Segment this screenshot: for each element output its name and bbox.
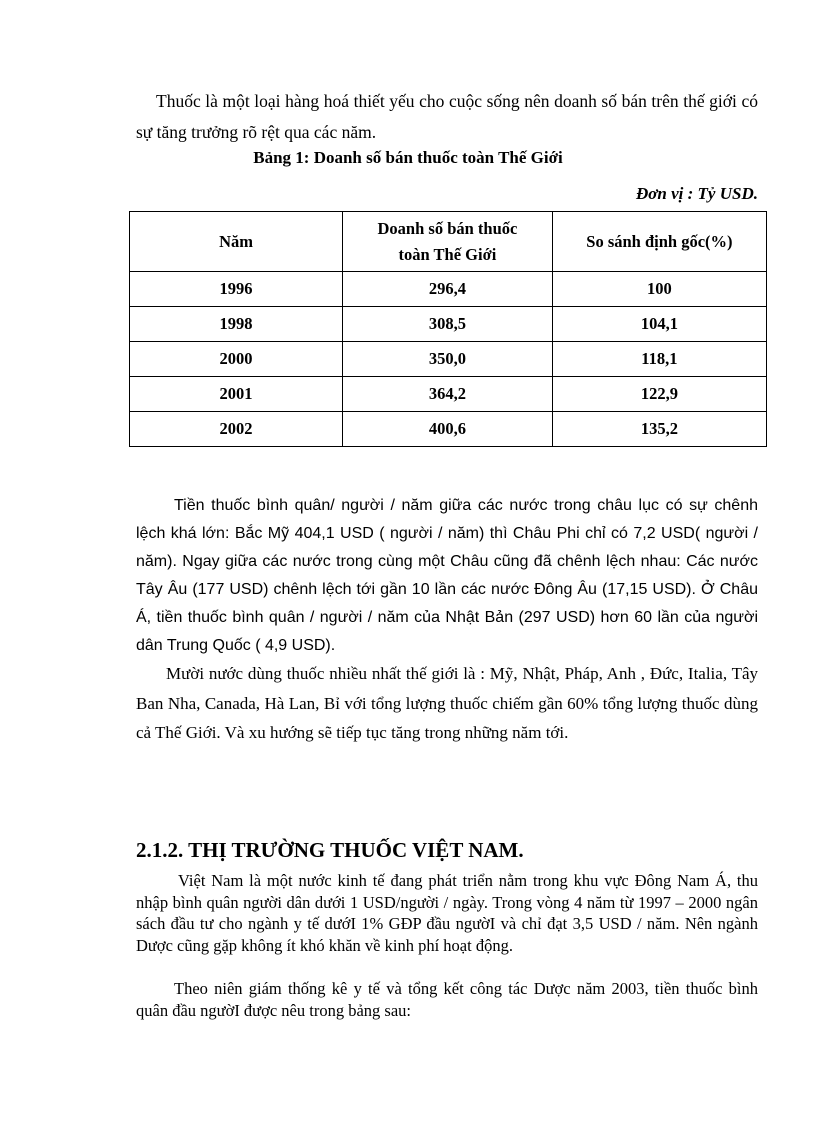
cell-index: 104,1 bbox=[552, 307, 766, 342]
header-sales bbox=[343, 212, 553, 272]
table-unit: Đơn vị : Tỷ USD. bbox=[636, 184, 758, 203]
cell-index: 135,2 bbox=[552, 412, 766, 447]
cell-sales: 296,4 bbox=[343, 272, 553, 307]
cell-year: 2001 bbox=[130, 377, 343, 412]
statistics-intro-paragraph: Theo niên giám thống kê y tế và tổng kết công tác Dược năm 2003, tiền thuốc bình quân đầu ngườI được nêu trong bảng sau: bbox=[136, 979, 758, 1020]
table-row bbox=[130, 272, 767, 307]
cell-year: 2000 bbox=[130, 342, 343, 377]
table-title: Bảng 1: Doanh số bán thuốc toàn Thế Giới bbox=[253, 148, 563, 167]
cell-index: 118,1 bbox=[552, 342, 766, 377]
cell-sales: 350,0 bbox=[343, 342, 553, 377]
cell-index: 122,9 bbox=[552, 377, 766, 412]
header-index: So sánh định gốc(%) bbox=[552, 212, 766, 272]
table-row bbox=[130, 307, 767, 342]
section-heading: 2.1.2. THỊ TRƯỜNG THUỐC VIỆT NAM. bbox=[136, 838, 524, 862]
cell-sales: 364,2 bbox=[343, 377, 553, 412]
table-row bbox=[130, 342, 767, 377]
cell-year: 2002 bbox=[130, 412, 343, 447]
header-sales-text: Doanh số bán thuốc toàn Thế Giới bbox=[377, 218, 518, 264]
top-countries-paragraph: Mười nước dùng thuốc nhiều nhất thế giới là : Mỹ, Nhật, Pháp, Anh , Đức, Italia, Tây Ban Nha, Canada, Hà Lan, Bỉ với tổng lượng thuốc chiếm gần 60% tổng lượng thuốc dùng cả Thế Giới. Và xu hướng sẽ tiếp tục tăng trong những năm tới. bbox=[136, 664, 758, 742]
table-row bbox=[130, 412, 767, 447]
cell-year: 1998 bbox=[130, 307, 343, 342]
cell-year: 1996 bbox=[130, 272, 343, 307]
header-year: Năm bbox=[130, 212, 343, 272]
intro-paragraph: Thuốc là một loại hàng hoá thiết yếu cho cuộc sống nên doanh số bán trên thế giới có sự tăng trưởng rõ rệt qua các năm. bbox=[136, 91, 758, 142]
cell-sales: 400,6 bbox=[343, 412, 553, 447]
table-row bbox=[130, 377, 767, 412]
table-header-row bbox=[130, 212, 767, 272]
cell-sales: 308,5 bbox=[343, 307, 553, 342]
cell-index: 100 bbox=[552, 272, 766, 307]
sales-table bbox=[129, 211, 767, 447]
regional-spending-paragraph: Tiền thuốc bình quân/ người / năm giữa các nước trong châu lục có sự chênh lệch khá lớn: Bắc Mỹ 404,1 USD ( người / năm) thì Châu Phi chỉ có 7,2 USD( người / năm). Ngay giữa các nước trong cùng một Châu cũng đã chênh lệch nhau: Các nước Tây Âu (177 USD) chênh lệch tới gần 10 lần các nước Đông Âu (17,15 USD). Ở Châu Á, tiền thuốc bình quân / người / năm của Nhật Bản (297 USD) hơn 60 lần của người dân Trung Quốc ( 4,9 USD). bbox=[136, 497, 758, 654]
vietnam-market-paragraph: Việt Nam là một nước kinh tế đang phát triển nằm trong khu vực Đông Nam Á, thu nhập bình quân người dân dưới 1 USD/người / ngày. Trong vòng 4 năm từ 1997 – 2000 ngân sách đầu tư cho ngành y tế dướI 1% GĐP đầu ngườI và chỉ đạt 3,5 USD / năm. Nên ngành Dược cũng gặp không ít khó khăn về kinh phí hoạt động. bbox=[136, 871, 758, 955]
